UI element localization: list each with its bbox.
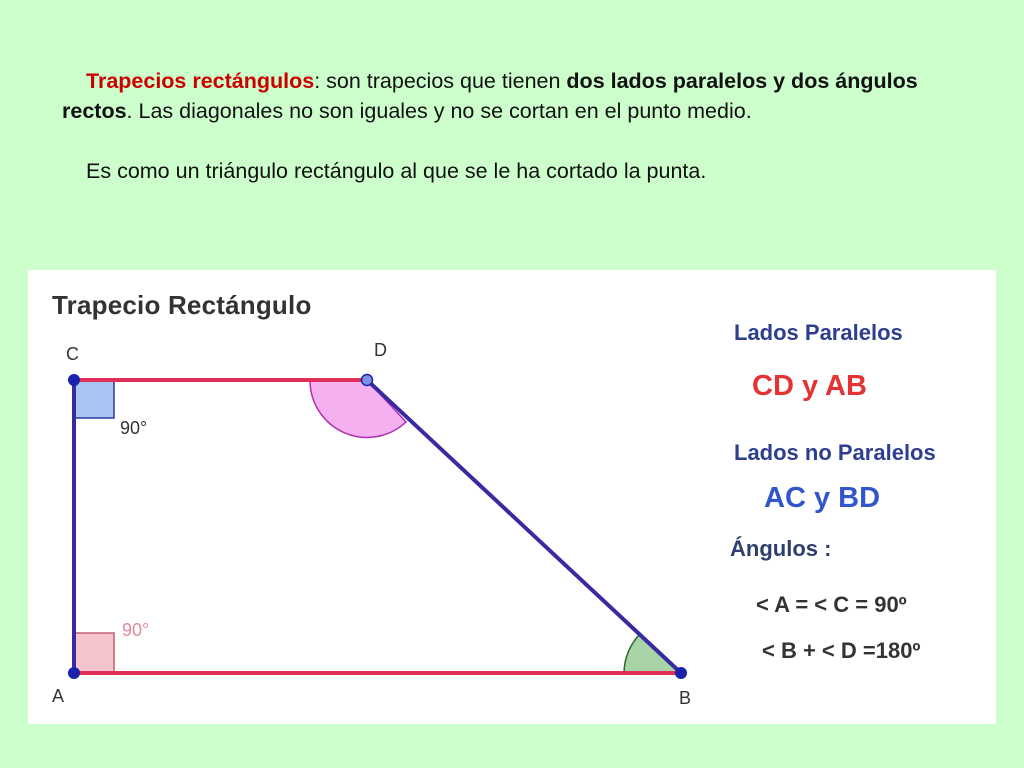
angles-equation-1: < A = < C = 90º: [756, 592, 907, 617]
definition-text-b: . Las diagonales no son iguales y no se cortan en el punto medio.: [126, 99, 752, 123]
label-c: C: [66, 344, 79, 364]
definition-text-a: : son trapecios que tienen: [314, 69, 567, 93]
angles-equation-2: < B + < D =180º: [762, 638, 921, 663]
parallel-value: CD y AB: [752, 370, 867, 402]
angles-heading: Ángulos :: [730, 536, 832, 561]
intro-text: [62, 66, 972, 186]
non-parallel-heading: Lados no Paralelos: [734, 440, 936, 465]
angle-c-label: 90°: [120, 418, 148, 438]
vertex-d: [362, 375, 373, 386]
comparison-paragraph: Es como un triángulo rectángulo al que se le ha cortado la punta.: [86, 159, 707, 183]
diagram-title: Trapecio Rectángulo: [52, 290, 312, 320]
definition-paragraph: [62, 66, 972, 126]
right-angle-c-marker: [74, 380, 114, 418]
vertex-b: [675, 667, 687, 679]
label-b: B: [679, 688, 692, 708]
side-bd: [367, 380, 681, 673]
angle-a-label: 90°: [122, 620, 150, 640]
non-parallel-value: AC y BD: [764, 482, 881, 514]
vertex-c: [68, 374, 80, 386]
parallel-heading: Lados Paralelos: [734, 320, 903, 345]
angle-d-marker: [310, 380, 406, 437]
label-a: A: [52, 686, 65, 706]
definition-bold: dos lados paralelos y dos ángulos rectos: [62, 69, 918, 123]
term-highlight: Trapecios rectángulos: [86, 69, 315, 93]
right-angle-a-marker: [74, 633, 114, 673]
label-d: D: [374, 340, 387, 360]
vertex-a: [68, 667, 80, 679]
diagram-panel: [28, 270, 996, 724]
